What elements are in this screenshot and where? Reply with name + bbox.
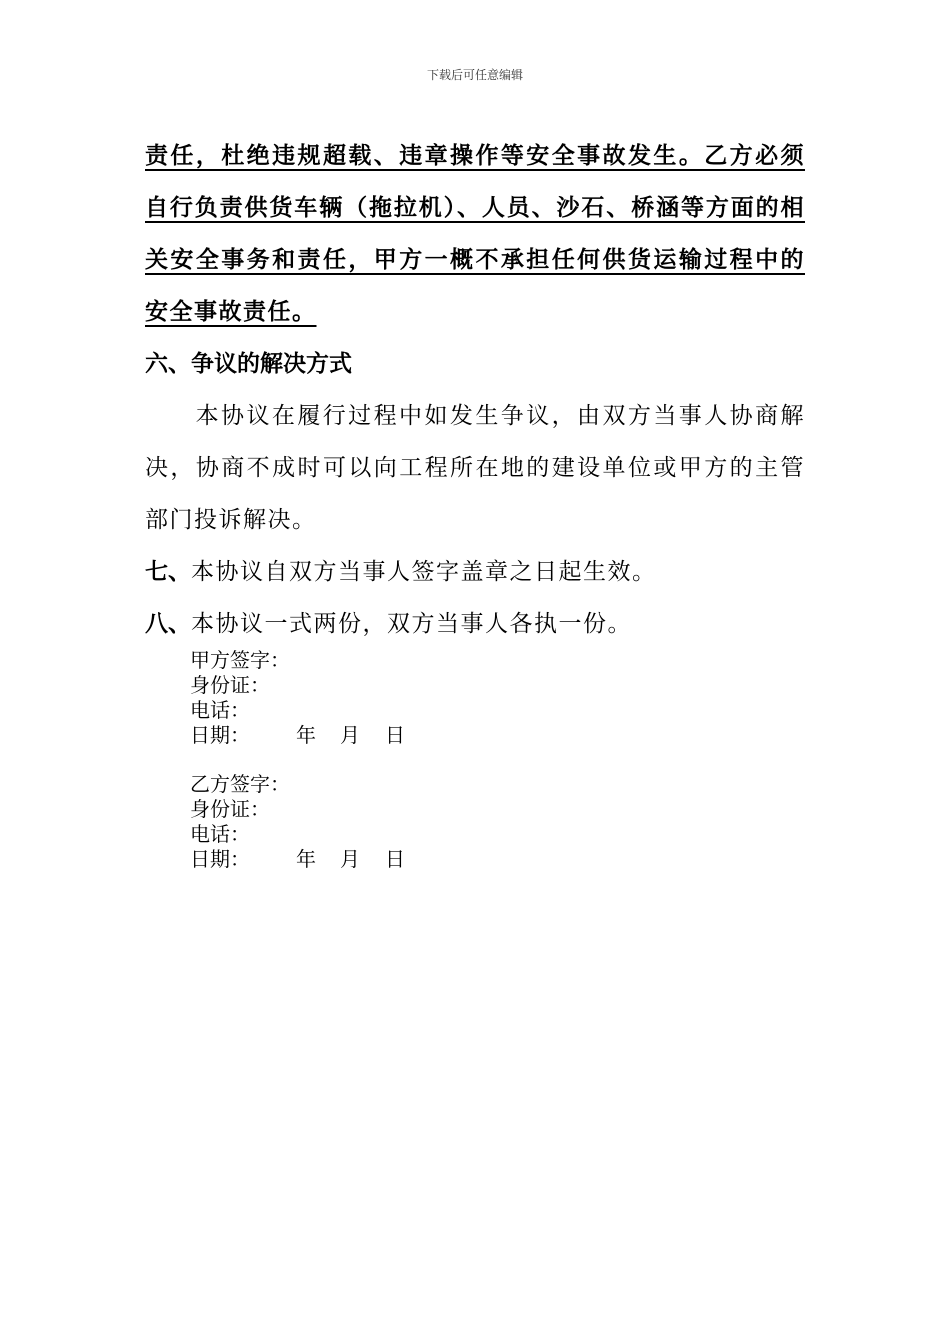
party-a-sign-label: 甲方签字： <box>190 648 290 672</box>
section7-clause <box>145 546 805 598</box>
party-a-id-label: 身份证： <box>190 673 270 697</box>
party-a-date-row <box>190 723 405 748</box>
party-b-month: 月 <box>340 847 360 871</box>
party-a-month: 月 <box>340 723 360 747</box>
party-b-date-row <box>190 847 405 872</box>
party-b-sign-label: 乙方签字： <box>190 772 290 796</box>
party-b-date-label: 日期： <box>190 847 250 871</box>
party-b-id-label: 身份证： <box>190 797 270 821</box>
section8-clause <box>145 598 805 650</box>
document-body <box>145 130 805 650</box>
party-a-phone-label: 电话： <box>190 698 250 722</box>
party-a-day: 日 <box>385 723 405 747</box>
section5-tail-paragraph: 责任，杜绝违规超载、违章操作等安全事故发生。乙方必须自行负责供货车辆（拖拉机）、人员、沙石、桥涵等方面的相关安全事务和责任，甲方一概不承担任何供货运输过程中的安全事故责任。 <box>145 142 805 325</box>
party-b-signature-block <box>190 772 405 872</box>
party-a-date-label: 日期： <box>190 723 250 747</box>
section8-text: 本协议一式两份，双方当事人各执一份。 <box>191 611 632 637</box>
header-note: 下载后可任意编辑 <box>426 68 523 82</box>
party-b-day: 日 <box>385 847 405 871</box>
party-b-year: 年 <box>296 847 316 871</box>
section6-heading: 六、争议的解决方式 <box>145 350 352 377</box>
party-b-phone-label: 电话： <box>190 822 250 846</box>
section7-text: 本协议自双方当事人签字盖章之日起生效。 <box>191 559 657 585</box>
party-a-year: 年 <box>296 723 316 747</box>
section7-number: 七、 <box>145 558 191 585</box>
section8-number: 八、 <box>145 610 191 637</box>
section6-body: 本协议在履行过程中如发生争议，由双方当事人协商解决，协商不成时可以向工程所在地的建设单位或甲方的主管部门投诉解决。 <box>145 403 805 533</box>
party-a-signature-block <box>190 648 405 748</box>
